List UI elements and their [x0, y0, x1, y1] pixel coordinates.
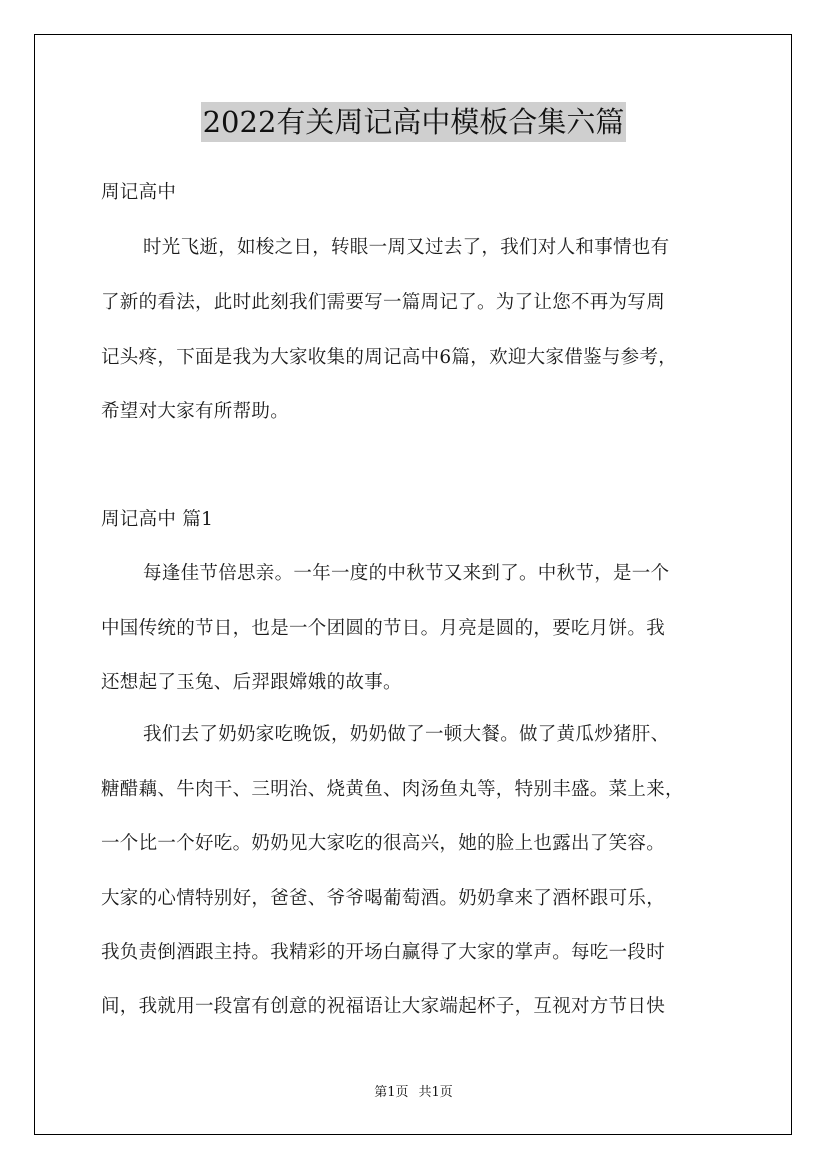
paragraph-line: 间，我就用一段富有创意的祝福语让大家端起杯子，互视对方节日快: [101, 996, 666, 1017]
paragraph-line: 糖醋藕、牛肉干、三明治、烧黄鱼、肉汤鱼丸等，特别丰盛。菜上来，: [101, 779, 684, 800]
page-number: 第1页: [374, 1085, 409, 1100]
paragraph-line: 我负责倒酒跟主持。我精彩的开场白赢得了大家的掌声。每吃一段时: [101, 942, 666, 963]
paragraph-line: 每逢佳节倍思亲。一年一度的中秋节又来到了。中秋节，是一个: [143, 563, 670, 584]
page-footer: [0, 1084, 827, 1102]
paragraph-line: 中国传统的节日，也是一个团圆的节日。月亮是圆的，要吃月饼。我: [101, 618, 666, 639]
document-title: 2022有关周记高中模板合集六篇: [201, 102, 627, 142]
title-container: [0, 102, 827, 142]
paragraph-line: 大家的心情特别好，爸爸、爷爷喝葡萄酒。奶奶拿来了酒杯跟可乐，: [101, 888, 666, 909]
paragraph-line: 一个比一个好吃。奶奶见大家吃的很高兴，她的脸上也露出了笑容。: [101, 833, 666, 854]
section-heading: 周记高中 篇1: [101, 509, 214, 530]
intro-line: 时光飞逝，如梭之日，转眼一周又过去了，我们对人和事情也有: [143, 237, 670, 258]
intro-line: 希望对大家有所帮助。: [101, 401, 290, 422]
intro-heading: 周记高中: [101, 182, 177, 203]
intro-line: 了新的看法，此时此刻我们需要写一篇周记了。为了让您不再为写周: [101, 292, 666, 313]
page-total: 共1页: [418, 1085, 453, 1100]
paragraph-line: 还想起了玉兔、后羿跟嫦娥的故事。: [101, 672, 402, 693]
paragraph-line: 我们去了奶奶家吃晚饭，奶奶做了一顿大餐。做了黄瓜炒猪肝、: [143, 724, 670, 745]
intro-line: 记头疼，下面是我为大家收集的周记高中6篇，欢迎大家借鉴与参考，: [101, 347, 678, 368]
